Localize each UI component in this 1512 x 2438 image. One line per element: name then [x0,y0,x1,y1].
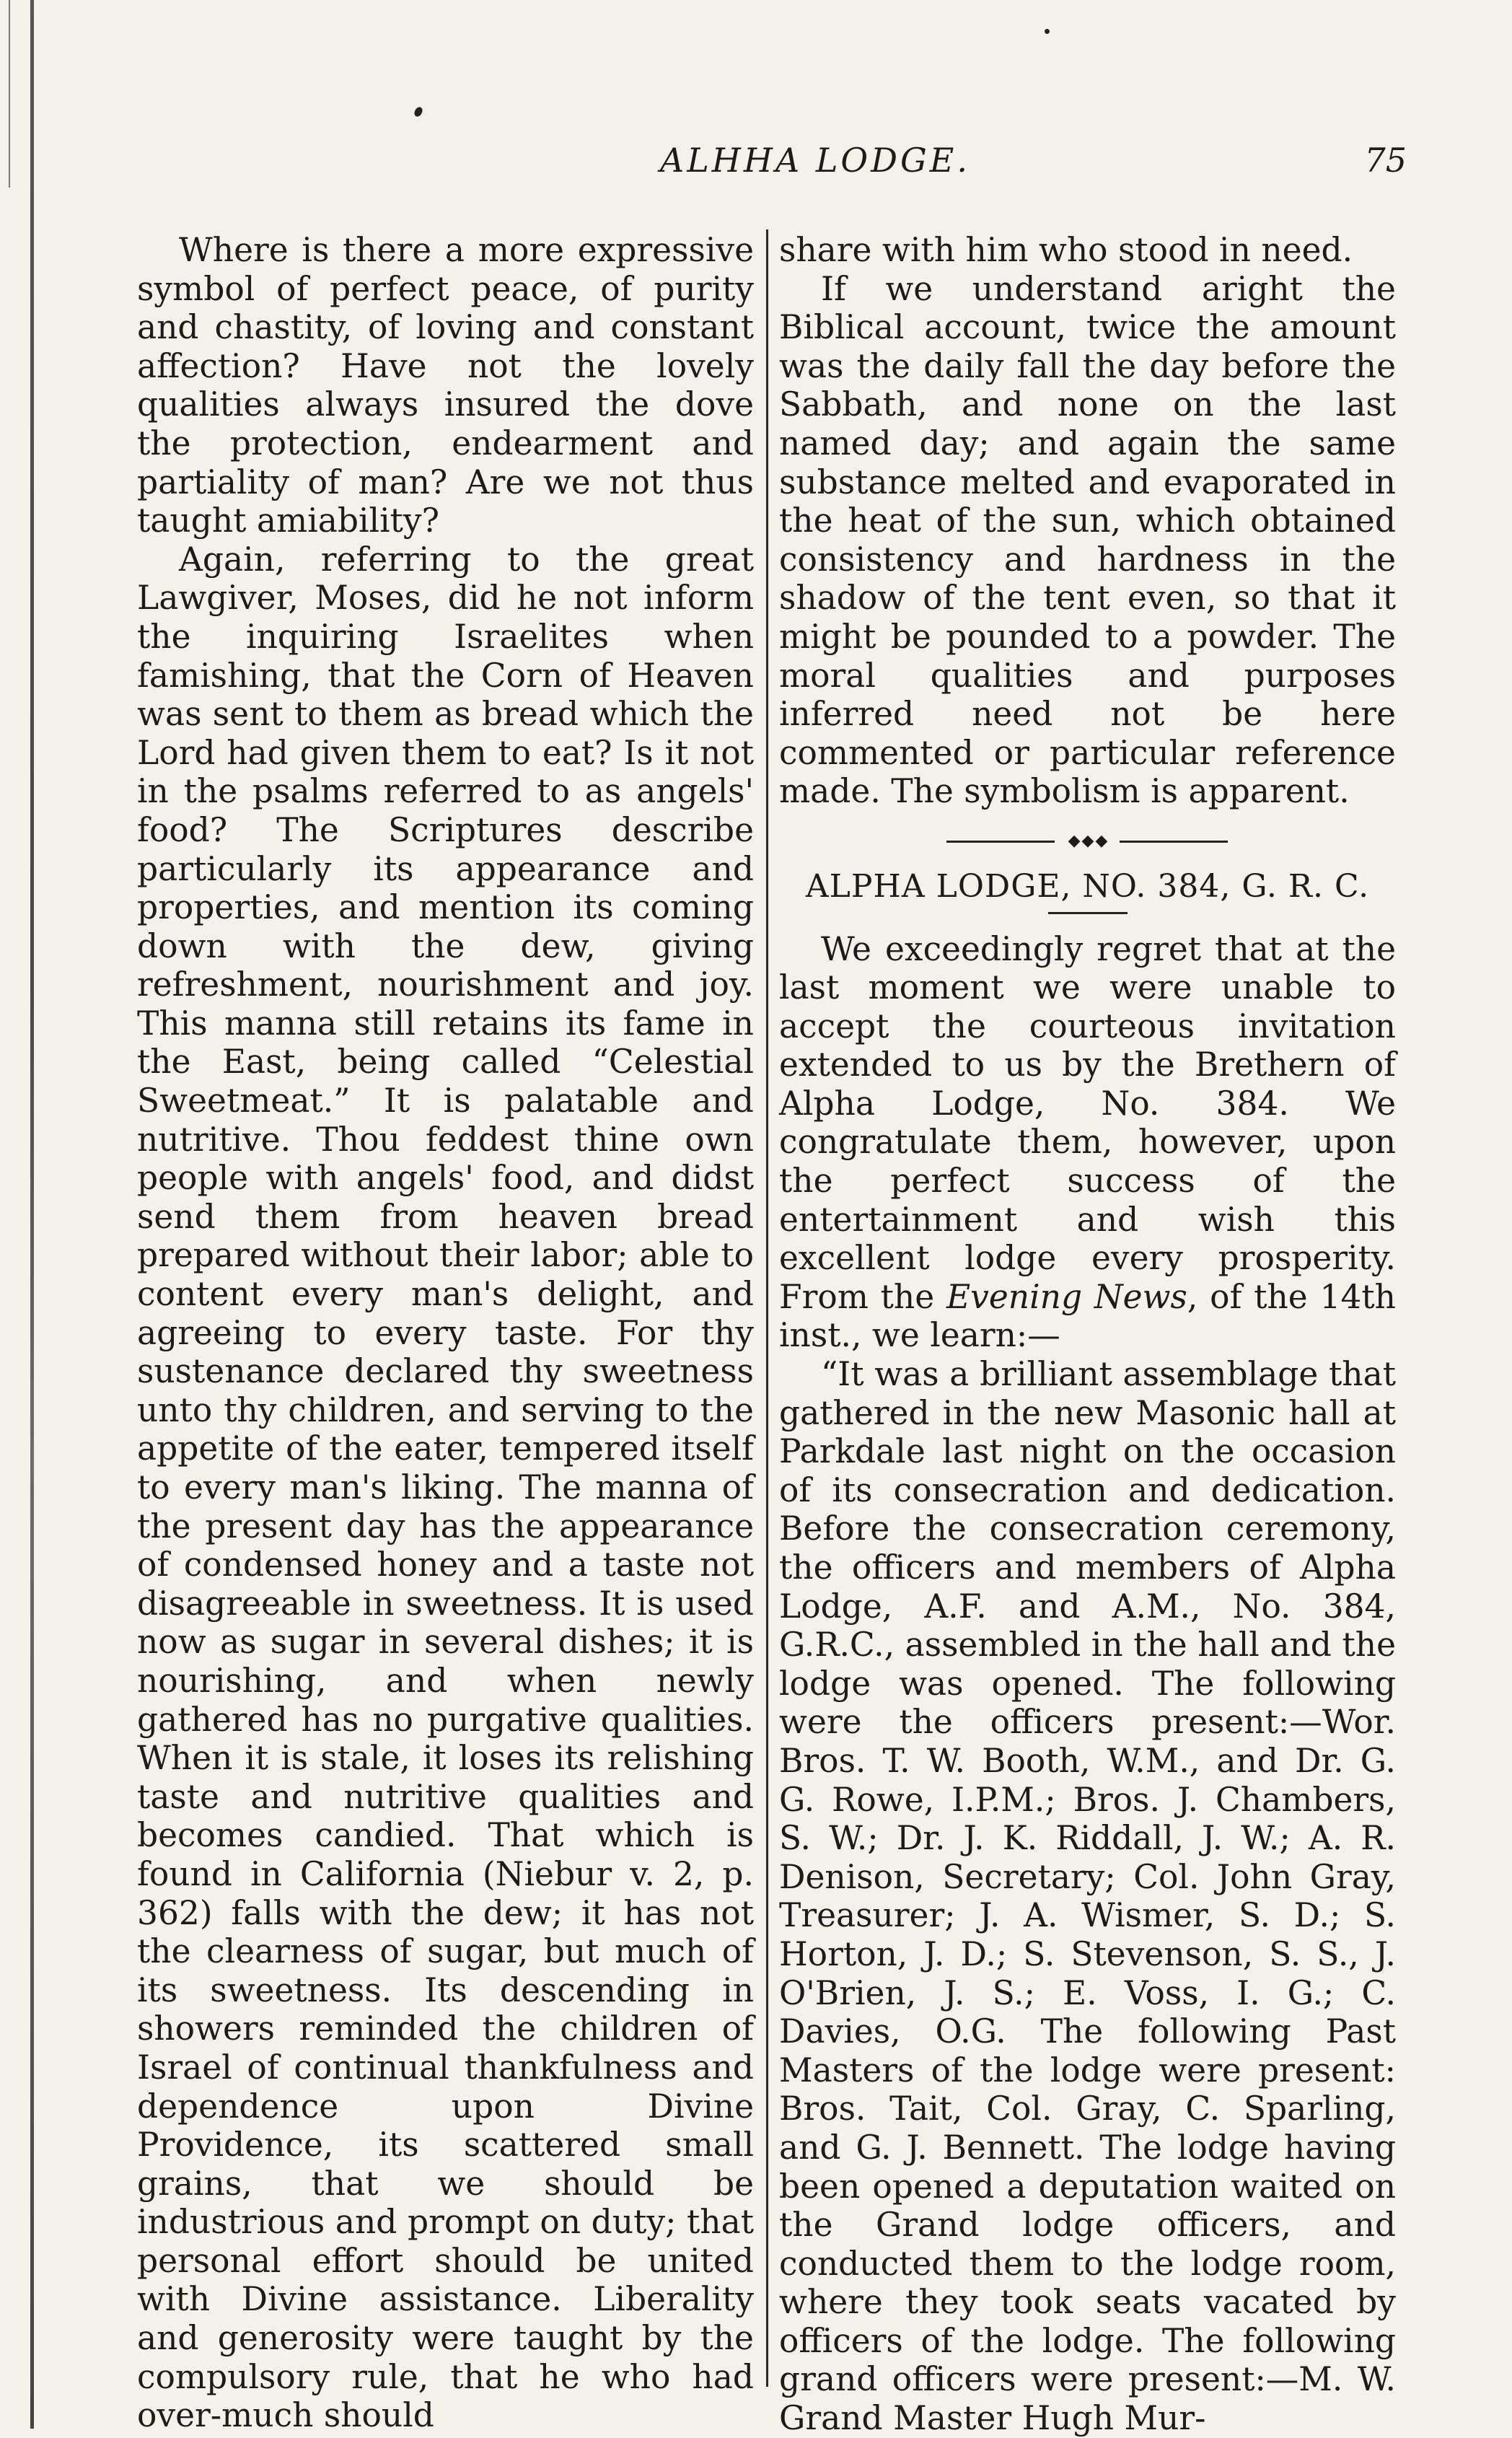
paragraph-regret-tail: , of the 14th inst., we learn:— [779,1277,1396,1355]
binding-edge-mark [9,0,10,188]
paragraph-regret [779,930,1396,1356]
right-column [779,231,1396,2438]
binding-edge [30,0,34,2429]
ornament-rule-right [1120,841,1228,843]
ink-speck [413,105,424,118]
ornament-diamonds: ◆◆◆ [1068,831,1109,850]
ink-speck [1045,29,1050,34]
heading-rule [1048,912,1128,914]
paragraph-dove-symbol: Where is there a more expressive symbol of perfect peace, of purity and chastity, of loving and constant affection? Have not the lovely qualities always insured the dove the protection, endearment and partiality of man? Are we not thus taught amiability? [137,231,754,540]
paragraph-biblical-account: If we understand aright the Biblical account, twice the amount was the daily fall the day before the Sabbath, and none on the last named day; and again the same substance melted and evaporated in the heat of the sun, which obtained consistency and hardness in the shadow of the tent even, so that it might be pounded to a powder. The moral qualities and purposes inferred need not be here commented or particular reference made. The symbolism is apparent. [779,269,1396,811]
ornament-rule-left [946,841,1055,843]
running-title: ALHHA LODGE. [660,141,970,180]
paragraph-manna: Again, referring to the great Lawgiver, Moses, did he not inform the inquiring Israelites when famishing, that the Corn of Heaven was sent to them as bread which the Lord had given them to eat? Is it not in the psalms referred to as angels' food? The Scriptures describe particularly its appearance and properties, and mention its coming down with the dew, giving refreshment, nourishment and joy. This manna still retains its fame in the East, being called “Celestial Sweetmeat.” It is palatable and nutritive. Thou feddest thine own people with angels' food, and didst send them from heaven bread prepared without their labor; able to content every man's delight, and agreeing to every taste. For thy sustenance declared thy sweetness unto thy children, and serving to the appetite of the eater, tempered itself to every man's liking. The manna of the present day has the appearance of condensed honey and a taste not disagreeable in sweetness. It is used now as sugar in several dishes; it is nourishing, and when newly gathered has no purgative qualities. When it is stale, it loses its relishing taste and nutritive qualities and becomes candied. That which is found in California (Niebur v. 2, p. 362) falls with the dew; it has not the clearness of sugar, but much of its sweetness. Its descending in showers reminded the children of Israel of continual thankfulness and dependence upon Divine Providence, its scattered small grains, that we should be industrious and prompt on duty; that personal effort should be united with Divine assistance. Liberality and generosity were taught by the compulsory rule, that he who had over-much should [137,540,754,2435]
paragraph-regret-text: We exceedingly regret that at the last moment we were unable to accept the courteous invitation extended to us by the Brethern of Alpha Lodge, No. 384. We congratulate them, however, upon the perfect success of the entertainment and wish this excellent lodge every prosperity. From the [779,929,1396,1316]
newspaper-title: Evening News [946,1277,1187,1316]
page-header [137,141,1407,184]
section-heading: ALPHA LODGE, NO. 384, G. R. C. [805,867,1370,905]
section-ornament [779,831,1396,850]
paragraph-continuation: share with him who stood in need. [779,231,1353,269]
page-number: 75 [1364,141,1407,180]
paragraph-quoted-report: “It was a brilliant assemblage that gathered in the new Masonic hall at Parkdale last night on the occasion of its consecration and dedication. Before the consecration ceremony, the officers and members of Alpha Lodge, A.F. and A.M., No. 384, G.R.C., assembled in the hall and the lodge was opened. The following were the officers present:—Wor. Bros. T. W. Booth, W.M., and Dr. G. G. Rowe, I.P.M.; Bros. J. Chambers, S. W.; Dr. J. K. Riddall, J. W.; A. R. Denison, Secretary; Col. John Gray, Treasurer; J. A. Wismer, S. D.; S. Horton, J. D.; S. Stevenson, S. S., J. O'Brien, J. S.; E. Voss, I. G.; C. Davies, O.G. The following Past Masters of the lodge were present: Bros. Tait, Col. Gray, C. Sparling, and G. J. Bennett. The lodge having been opened a deputation waited on the Grand lodge officers, and conducted them to the lodge room, where they took seats vacated by officers of the lodge. The following grand officers were present:—M. W. Grand Master Hugh Mur- [779,1355,1396,2438]
column-divider [766,229,768,2387]
left-column [137,231,754,2435]
